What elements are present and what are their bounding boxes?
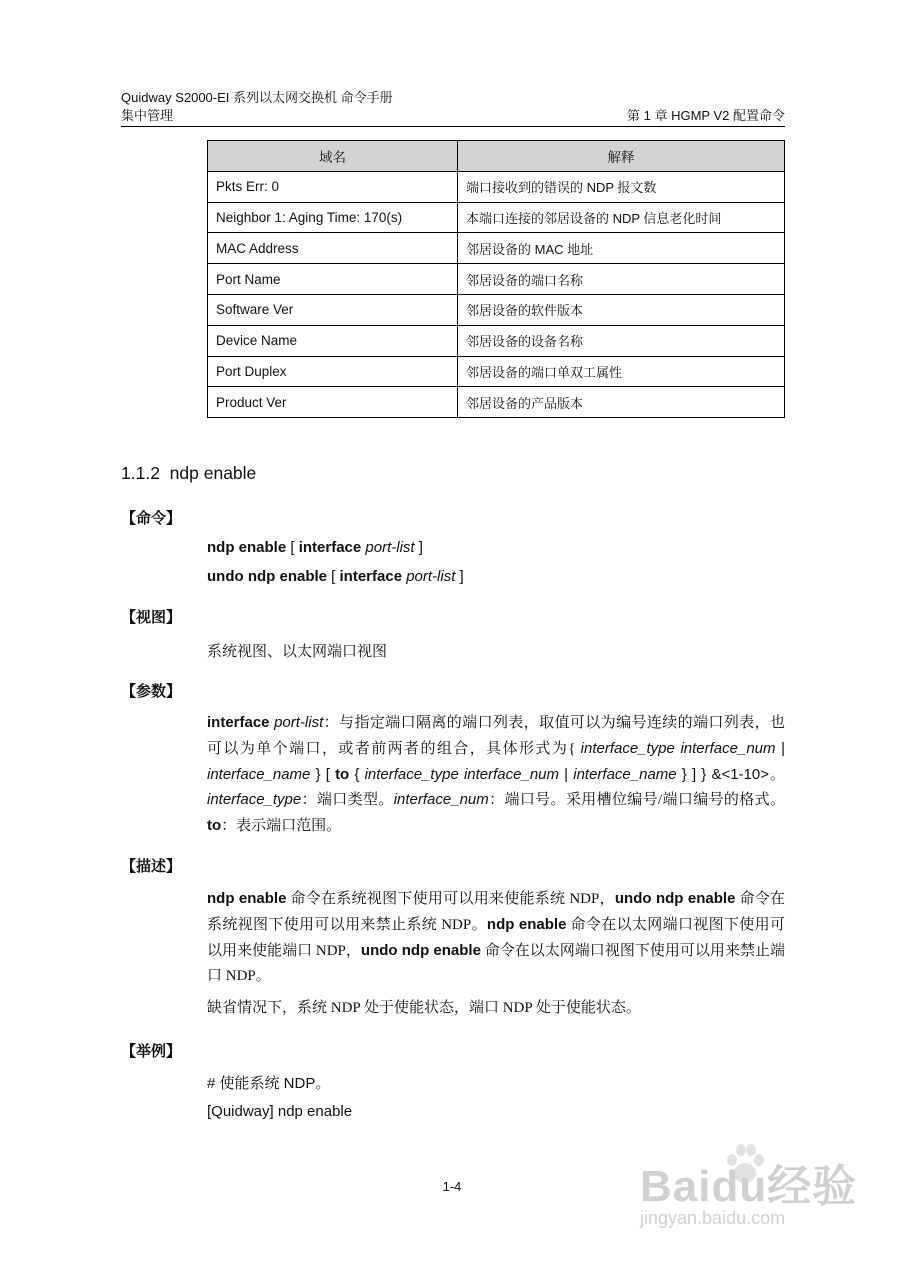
cmd-bracket: [ — [327, 568, 340, 585]
param-italic: interface_num — [393, 791, 489, 808]
desc-text: 命令在以太网端口视图下使用可以用来禁止端口 NDP。 — [207, 943, 785, 984]
example-comment: # 使能系统 NDP。 — [207, 1075, 331, 1092]
section-heading — [121, 463, 256, 484]
desc-bold: ndp enable — [207, 890, 287, 907]
desc-bold: ndp enable — [486, 916, 567, 933]
params-paragraph — [207, 710, 785, 839]
param-text: } [ — [310, 766, 336, 783]
table-row — [208, 387, 785, 418]
table-cell: 邻居设备的端口名称 — [458, 264, 785, 295]
label-command: 【命令】 — [121, 510, 182, 527]
table-cell: Device Name — [208, 325, 458, 356]
desc-text: 命令在以太网端口视图下使用可以用来使能端口 NDP， — [207, 917, 785, 959]
cmd-arg: port-list — [361, 539, 415, 556]
field-table — [207, 140, 785, 418]
cmd-arg: port-list — [402, 568, 456, 585]
table-cell: 邻居设备的设备名称 — [458, 325, 785, 356]
watermark-logo: Baidu经验 — [640, 1162, 858, 1211]
table-header-desc: 解释 — [458, 141, 785, 172]
example-command: [Quidway] ndp enable — [207, 1103, 353, 1120]
table-row — [208, 171, 785, 202]
label-view: 【视图】 — [121, 609, 182, 626]
desc-text: 命令在系统视图下使用可以用来禁止系统 NDP。 — [207, 891, 785, 933]
table-row — [208, 356, 785, 387]
watermark — [640, 1150, 857, 1229]
table-row — [208, 325, 785, 356]
command-syntax-2 — [207, 568, 464, 585]
cmd-bracket: ] — [414, 539, 423, 556]
cmd-keyword: interface — [298, 539, 362, 556]
desc-paragraph — [207, 886, 785, 989]
cmd-bracket: [ — [286, 539, 299, 556]
table-cell: Product Ver — [208, 387, 458, 418]
command-syntax-1 — [207, 539, 423, 556]
param-text: } ] } &<1-10>。 — [676, 766, 785, 783]
cmd-bracket: ] — [455, 568, 464, 585]
table-header-row — [208, 141, 785, 172]
header-section-left: 集中管理 — [121, 108, 174, 123]
table-cell: 端口接收到的错误的 NDP 报文数 — [458, 171, 785, 202]
table-cell: Software Ver — [208, 294, 458, 325]
view-text: 系统视图、以太网端口视图 — [207, 644, 388, 660]
table-row — [208, 294, 785, 325]
cmd-keyword: interface — [339, 568, 403, 585]
label-params: 【参数】 — [121, 683, 182, 700]
header-manual-title: Quidway S2000-EI 系列以太网交换机 命令手册 — [121, 90, 393, 105]
page-number: 1-4 — [442, 1179, 462, 1194]
param-text: | — [559, 766, 574, 783]
table-cell: 邻居设备的产品版本 — [458, 387, 785, 418]
param-text: ：端口类型。 — [301, 792, 394, 808]
param-italic: interface_name — [207, 766, 311, 783]
param-text: { — [349, 766, 365, 783]
table-cell: 邻居设备的软件版本 — [458, 294, 785, 325]
table-header-field: 域名 — [208, 141, 458, 172]
table-cell: 邻居设备的 MAC 地址 — [458, 233, 785, 264]
table-cell: Port Duplex — [208, 356, 458, 387]
table-row — [208, 264, 785, 295]
param-arg: port-list — [274, 714, 324, 731]
param-italic: interface_type interface_num — [364, 766, 560, 783]
label-description: 【描述】 — [121, 858, 182, 875]
table-row — [208, 233, 785, 264]
param-italic: interface_name — [573, 766, 677, 783]
table-row — [208, 202, 785, 233]
watermark-url: jingyan.baidu.com — [640, 1208, 786, 1228]
cmd-keyword: undo ndp enable — [207, 568, 327, 585]
desc-bold: undo ndp enable — [614, 890, 736, 907]
param-italic: interface_type — [207, 791, 302, 808]
cmd-keyword: ndp enable — [207, 539, 287, 556]
section-number: 1.1.2 — [121, 463, 160, 483]
desc-default: 缺省情况下，系统 NDP 处于使能状态，端口 NDP 处于使能状态。 — [207, 1000, 641, 1016]
label-example: 【举例】 — [121, 1043, 182, 1060]
param-text: ：端口号。采用槽位编号/端口编号的格式。 — [488, 792, 785, 808]
table-cell: Port Name — [208, 264, 458, 295]
param-text: ：与指定端口隔离的端口列表，取值可以为编号连续的端口列表，也可以为单个端口，或者前两者的组合，具体形式为{ — [207, 715, 785, 757]
param-text: ：表示端口范围。 — [221, 818, 342, 834]
table-cell: 本端口连接的邻居设备的 NDP 信息老化时间 — [458, 202, 785, 233]
header-chapter-right: 第 1 章 HGMP V2 配置命令 — [627, 108, 785, 123]
desc-text: 命令在系统视图下使用可以用来使能系统 NDP， — [286, 891, 615, 907]
section-title: ndp enable — [169, 463, 257, 483]
table-cell: 邻居设备的端口单双工属性 — [458, 356, 785, 387]
header-line2 — [121, 105, 785, 127]
param-italic: interface_type interface_num — [580, 740, 776, 757]
param-keyword: interface — [207, 714, 270, 731]
table-cell: MAC Address — [208, 233, 458, 264]
table-cell: Pkts Err: 0 — [208, 171, 458, 202]
param-text: | — [775, 740, 786, 757]
param-bold: to — [207, 817, 222, 834]
desc-bold: undo ndp enable — [360, 942, 481, 959]
param-bold: to — [335, 766, 350, 783]
table-cell: Neighbor 1: Aging Time: 170(s) — [208, 202, 458, 233]
